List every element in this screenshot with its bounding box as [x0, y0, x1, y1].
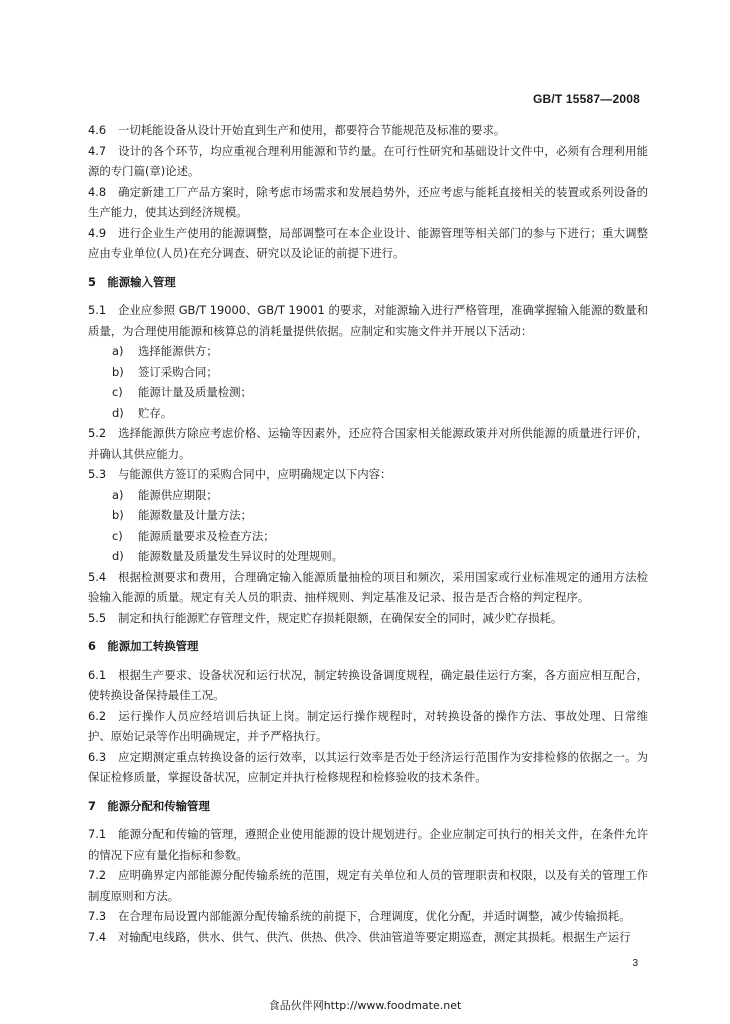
clause-number: 6.3 [88, 749, 107, 764]
list-item [88, 382, 648, 403]
clause-5-1 [88, 300, 648, 341]
clause-text: 应定期测定重点转换设备的运行效率，以其运行效率是否处于经济运行范围作为安排检修的依据之一。为保证检修质量，掌握设备状况，应制定并执行检修规程和检修验收的技术条件。 [88, 749, 648, 784]
clause-text: 运行操作人员应经培训后执证上岗。制定运行操作规程时，对转换设备的操作方法、事故处理、日常维护、原始记录等作出明确规定，并予严格执行。 [88, 708, 648, 743]
clause-number: 4.9 [88, 225, 107, 240]
clause-number: 7.2 [88, 868, 107, 882]
clause-text: 能源分配和传输的管理，遵照企业使用能源的设计规划进行。企业应制定可执行的相关文件，在条件允许的情况下应有量化指标和参数。 [88, 827, 648, 862]
page-number: 3 [632, 958, 638, 969]
list-item [88, 362, 648, 383]
clause-text: 制定和执行能源贮存管理文件，规定贮存损耗限额，在确保安全的同时，减少贮存损耗。 [118, 610, 563, 625]
clause-number: 4.8 [88, 184, 107, 199]
clause-4-6 [88, 120, 648, 141]
clause-7-2 [88, 865, 648, 906]
list-text: 贮存。 [138, 405, 173, 420]
footer-link[interactable]: 食品伙伴网http://www.foodmate.net [268, 999, 462, 1012]
list-text: 能源计量及质量检测； [138, 385, 252, 399]
clause-5-2 [88, 423, 648, 464]
clause-number: 5.5 [88, 610, 107, 625]
list-text: 选择能源供方； [138, 344, 218, 358]
clause-6-3 [88, 747, 648, 788]
clause-number: 6.1 [88, 667, 107, 682]
section-5-title: 5 能源输入管理 [88, 274, 176, 289]
clause-number: 4.7 [88, 143, 107, 158]
list-text: 签订采购合同； [138, 364, 218, 379]
clause-4-8 [88, 182, 648, 223]
clause-text: 根据检测要求和费用，合理确定输入能源质量抽检的项目和频次，采用国家或行业标准规定的通用方法检验输入能源的质量。规定有关人员的职责、抽样规则、判定基准及记录、报告是否合格的判定程序。 [88, 569, 648, 604]
section-6-title: 6 能源加工转换管理 [88, 639, 199, 653]
clause-number: 7.3 [88, 909, 107, 923]
list-marker: c) [112, 385, 123, 399]
list-marker: b) [112, 508, 124, 522]
standard-number: GB/T 15587—2008 [532, 92, 640, 106]
clause-text: 设计的各个环节，均应重视合理利用能源和节约量。在可行性研究和基础设计文件中，必须有合理利用能源的专门篇(章)论述。 [88, 143, 648, 178]
list-text: 能源数量及质量发生异议时的处理规则。 [138, 549, 344, 563]
clause-5-5 [88, 608, 648, 629]
list-item [88, 485, 648, 506]
clause-text: 对输配电线路，供水、供气、供汽、供热、供冷、供油管道等要定期巡查，测定其损耗。根据生产运行 [118, 929, 631, 944]
clause-7-1 [88, 824, 648, 865]
clause-text: 企业应参照 GB/T 19000、GB/T 19001 的要求，对能源输入进行严格管理，准确掌握输入能源的数量和质量，为合理使用能源和核算总的消耗量提供依据。应制定和实施文件并开展以下活动： [88, 303, 648, 338]
clause-number: 5.1 [88, 303, 107, 317]
clause-number: 5.3 [88, 467, 107, 481]
clause-7-4 [88, 927, 648, 948]
list-text: 能源质量要求及检查方法； [138, 528, 275, 543]
document-body [88, 120, 648, 947]
clause-text: 应明确界定内部能源分配传输系统的范围，规定有关单位和人员的管理职责和权限，以及有关的管理工作制度原则和方法。 [88, 868, 648, 903]
section-7-title: 7 能源分配和传输管理 [88, 798, 210, 813]
clause-6-2 [88, 706, 648, 747]
clause-text: 一切耗能设备从设计开始直到生产和使用，都要符合节能规范及标准的要求。 [118, 123, 506, 137]
clause-5-3 [88, 464, 648, 485]
clause-number: 5.4 [88, 569, 107, 584]
clause-6-1 [88, 665, 648, 706]
list-marker: c) [112, 528, 123, 543]
list-marker: a) [112, 344, 124, 358]
clause-4-7 [88, 141, 648, 182]
clause-text: 在合理布局设置内部能源分配传输系统的前提下，合理调度，优化分配，并适时调整，减少传输损耗。 [118, 909, 631, 923]
clause-text: 选择能源供方除应考虑价格、运输等因素外，还应符合国家相关能源政策并对所供能源的质量进行评价，并确认其供应能力。 [88, 426, 648, 461]
clause-7-3 [88, 906, 648, 927]
clause-number: 7.4 [88, 929, 107, 944]
list-item [88, 341, 648, 362]
list-item [88, 505, 648, 526]
clause-number: 5.2 [88, 426, 107, 440]
list-item [88, 403, 648, 424]
clause-text: 进行企业生产使用的能源调整，局部调整可在本企业设计、能源管理等相关部门的参与下进行；重大调整应由专业单位(人员)在充分调查、研究以及论证的前提下进行。 [88, 225, 648, 260]
list-text: 能源供应期限； [138, 487, 218, 502]
clause-text: 与能源供方签订的采购合同中，应明确规定以下内容： [118, 467, 392, 481]
list-marker: d) [112, 405, 124, 420]
list-item [88, 526, 648, 547]
clause-4-9 [88, 223, 648, 264]
clause-number: 7.1 [88, 827, 107, 841]
clause-text: 确定新建工厂产品方案时，除考虑市场需求和发展趋势外，还应考虑与能耗直接相关的装置或系列设备的生产能力，使其达到经济规模。 [88, 184, 648, 219]
list-marker: a) [112, 487, 124, 502]
list-marker: d) [112, 549, 124, 563]
clause-number: 4.6 [88, 123, 107, 137]
clause-5-4 [88, 567, 648, 608]
list-marker: b) [112, 364, 124, 379]
clause-number: 6.2 [88, 708, 107, 723]
clause-text: 根据生产要求、设备状况和运行状况，制定转换设备调度规程，确定最佳运行方案，各方面应相互配合，使转换设备保持最佳工况。 [88, 667, 648, 702]
list-text: 能源数量及计量方法； [138, 508, 252, 522]
list-item [88, 546, 648, 567]
